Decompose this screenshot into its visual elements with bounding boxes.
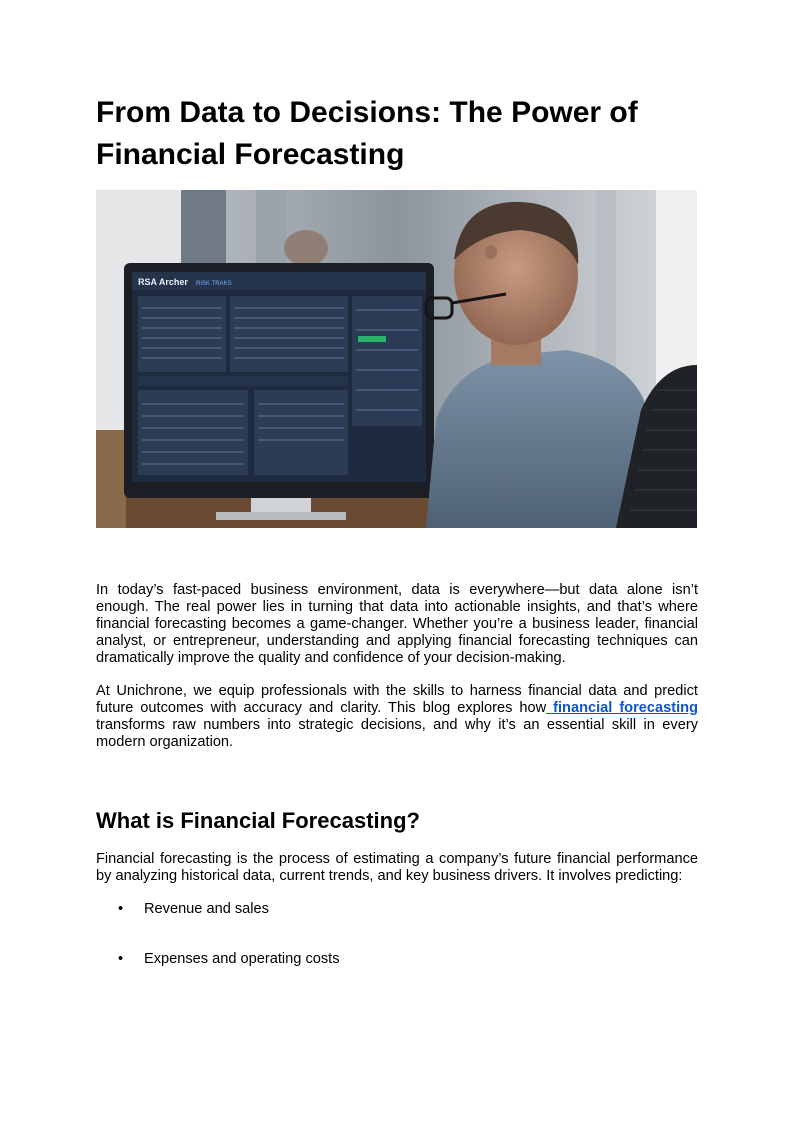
list-item-text: Revenue and sales xyxy=(144,901,269,917)
hero-image xyxy=(96,190,697,528)
bullet-icon: • xyxy=(118,901,124,917)
financial-forecasting-link[interactable]: financial forecasting xyxy=(546,700,698,716)
second-paragraph xyxy=(96,683,698,751)
second-paragraph-text-after: transforms raw numbers into strategic decisions, and why it’s an essential skill in every modern organization. xyxy=(96,717,698,750)
hero-tag-text: RISK TRAKS xyxy=(196,281,232,287)
intro-paragraph: In today’s fast-paced business environment, data is everywhere—but data alone isn’t enough. The real power lies in turning that data into actionable insights, and that’s where financial forecasting becomes a game-changer. Whether you’re a business leader, financial analyst, or entrepreneur, understanding and applying financial forecasting techniques can dramatically improve the quality and confidence of your decision-making. xyxy=(96,582,698,666)
hero-logo-text: RSA Archer xyxy=(138,277,188,287)
section-paragraph: Financial forecasting is the process of estimating a company’s future financial performance by analyzing historical data, current trends, and key business drivers. It involves predicting: xyxy=(96,851,698,884)
bullet-icon: • xyxy=(118,951,124,967)
section-heading: What is Financial Forecasting? xyxy=(96,808,420,833)
page-title: From Data to Decisions: The Power of Financial Forecasting xyxy=(96,96,638,171)
list-item-text: Expenses and operating costs xyxy=(144,951,340,967)
second-paragraph-text-before: At Unichrone, we equip professionals with the skills to harness financial data and predict future outcomes with accuracy and clarity. This blog explores how xyxy=(96,683,698,716)
